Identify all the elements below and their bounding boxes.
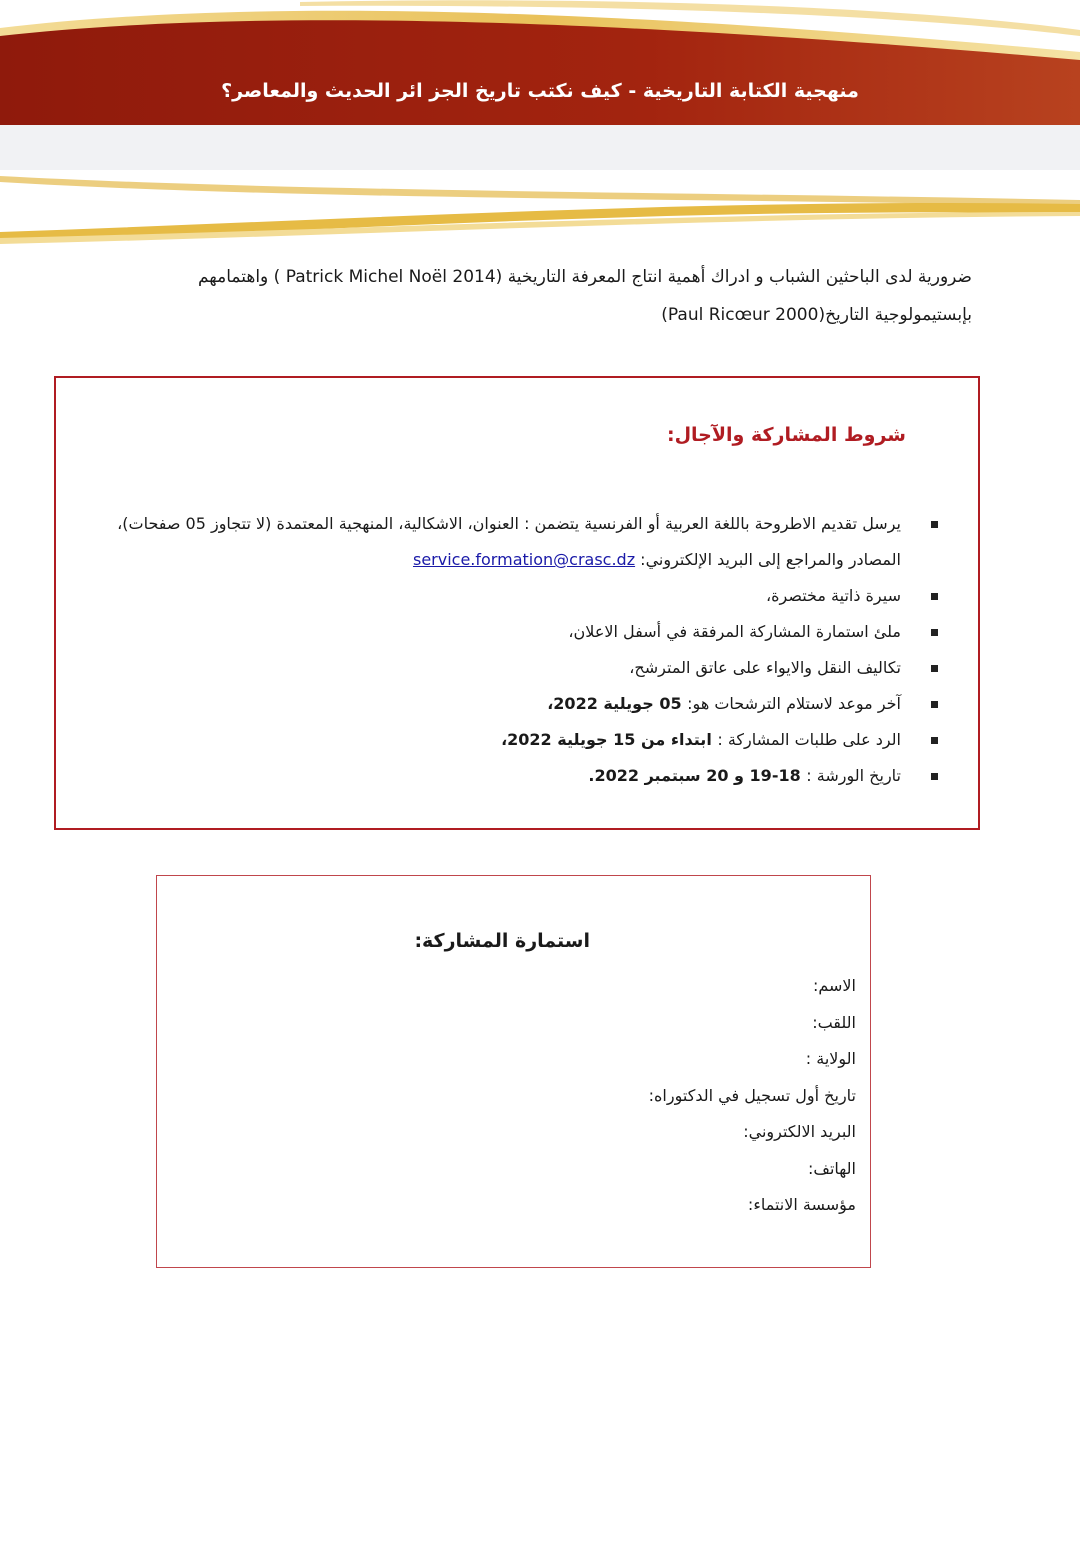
- form-field-email: البريد الالكتروني:: [743, 1122, 856, 1141]
- banner-title: منهجية الكتابة التاريخية - كيف نكتب تاريخ الجز ائر الحديث والمعاصر؟: [221, 80, 859, 102]
- square-bullet-icon: [931, 737, 938, 744]
- condition-item: [106, 722, 938, 758]
- deadline-text-value: 05 جويلية 2022،: [547, 694, 688, 713]
- square-bullet-icon: [931, 701, 938, 708]
- square-bullet-icon: [931, 629, 938, 636]
- condition-item: [106, 650, 938, 686]
- condition-item: [106, 614, 938, 650]
- square-bullet-icon: [931, 665, 938, 672]
- participation-form-box: [156, 875, 871, 1268]
- form-field-province: الولاية :: [805, 1049, 856, 1068]
- intro-line-1: ضرورية لدى الباحثين الشباب و ادراك أهمية انتاج المعرفة التاريخية (Patrick Michel Noël 2014 ) واهتمامهم: [197, 267, 972, 287]
- form-field-phone: الهاتف:: [808, 1158, 856, 1178]
- response-text: الرد على طلبات المشاركة : ابتداء من 15 جويلية 2022،: [501, 730, 901, 749]
- email-link[interactable]: service.formation@crasc.dz: [412, 550, 636, 569]
- square-bullet-icon: [931, 521, 938, 528]
- condition-item: [106, 578, 938, 614]
- conditions-title: شروط المشاركة والآجال:: [666, 424, 906, 446]
- form-field-doctorate-date: تاريخ أول تسجيل في الدكتوراه:: [648, 1085, 856, 1105]
- deadline-text: آخر موعد لاستلام الترشحات هو: 05 جويلية 2022،: [547, 694, 901, 713]
- banner-graphic: [0, 0, 1080, 125]
- gold-swoosh-decoration: [0, 170, 1080, 250]
- square-bullet-icon: [931, 593, 938, 600]
- response-text-value: ابتداء من 15 جويلية 2022،: [501, 730, 718, 749]
- form-title: استمارة المشاركة:: [414, 930, 590, 952]
- condition-text: ملئ استمارة المشاركة المرفقة في أسفل الاعلان،: [568, 622, 901, 641]
- condition-text: سيرة ذاتية مختصرة،: [765, 586, 901, 605]
- workshop-date-text-value: 18-19 و 20 سبتمبر 2022.: [588, 766, 807, 785]
- conditions-box: [54, 376, 980, 830]
- condition-text: تكاليف النقل والايواء على عاتق المترشح،: [629, 658, 901, 677]
- form-field-institution: مؤسسة الانتماء:: [747, 1195, 856, 1214]
- condition-item: [106, 506, 938, 578]
- form-fields: [649, 968, 856, 1224]
- intro-paragraph: [54, 258, 972, 334]
- condition-text: يرسل تقديم الاطروحة باللغة العربية أو الفرنسية يتضمن : العنوان، الاشكالية، المنهجية المعتمدة (لا تتجاوز 05 صفحات)، المصادر والمراجع إلى البريد الإلكتروني:: [117, 514, 901, 569]
- form-field-surname: اللقب:: [812, 1012, 856, 1032]
- square-bullet-icon: [931, 773, 938, 780]
- form-field-name: الاسم:: [812, 976, 856, 995]
- conditions-list: [106, 506, 938, 794]
- page-gap: [0, 125, 1080, 170]
- workshop-date-text: تاريخ الورشة : 18-19 و 20 سبتمبر 2022.: [588, 766, 901, 785]
- condition-item: [106, 758, 938, 794]
- header-banner: [0, 0, 1080, 125]
- intro-line-2: بإبستيمولوجية التاريخ(Paul Ricœur 2000): [661, 305, 972, 325]
- condition-item: [106, 686, 938, 722]
